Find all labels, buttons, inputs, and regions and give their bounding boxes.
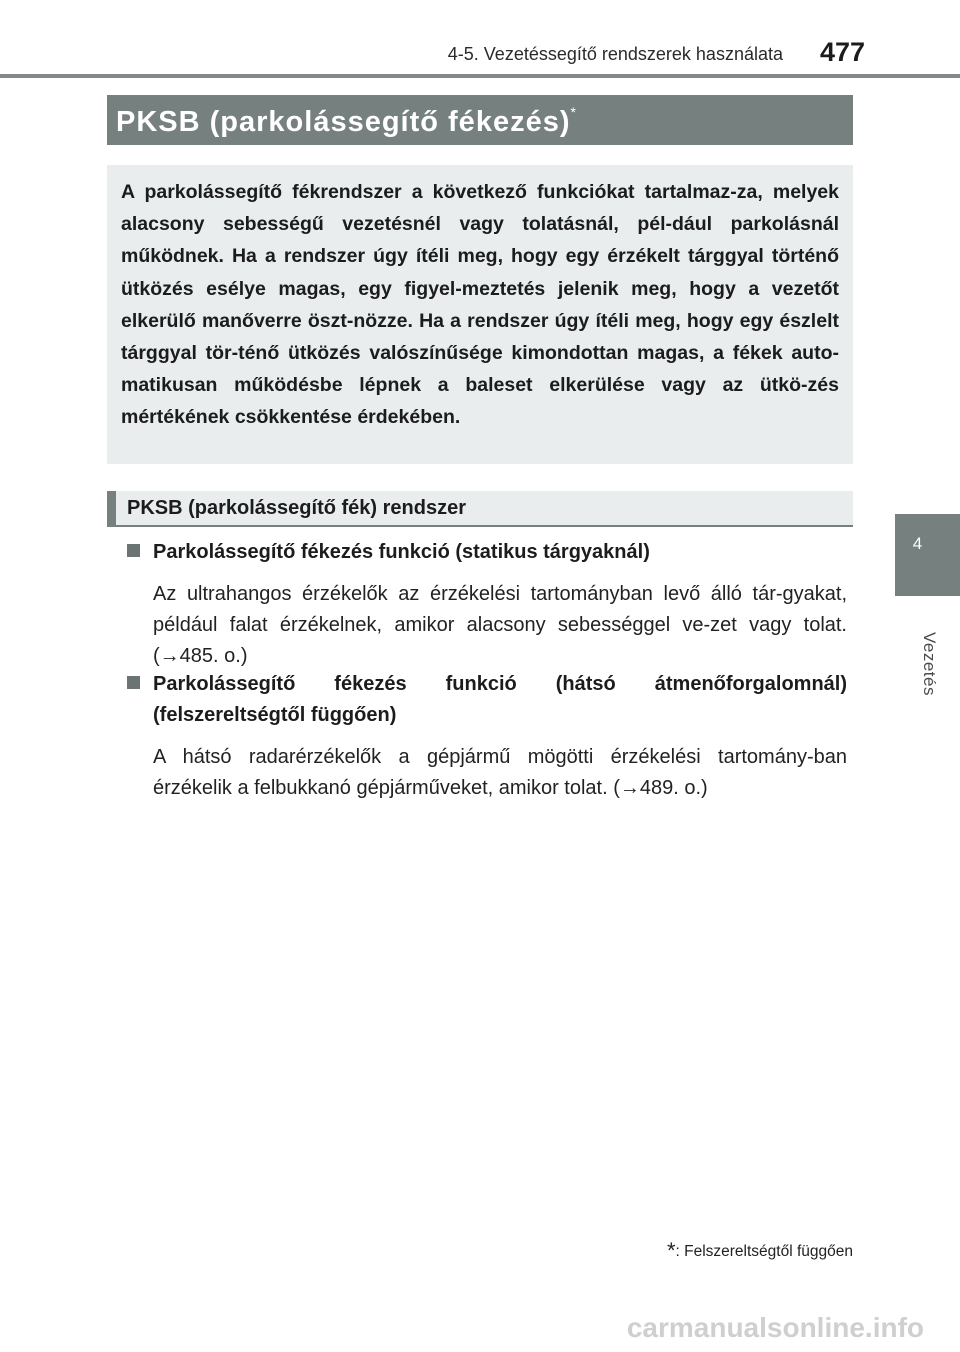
running-header: 4-5. Vezetéssegítő rendszerek használata [447,44,783,64]
square-bullet-icon [127,676,140,689]
page-number: 477 [820,37,866,67]
page-title [116,104,577,139]
chapter-tab-number: 4 [912,534,923,553]
page-title-text: PKSB (parkolássegítő fékezés) [116,106,571,138]
chapter-tab-label: Vezetés [920,632,939,696]
header-divider [0,74,960,78]
square-bullet-icon [127,544,140,557]
feature-item-static [127,537,847,672]
title-asterisk: * [570,104,577,120]
footnote [500,1238,853,1264]
feature-item-rear-cross-traffic [127,669,847,804]
feature-description: Az ultrahangos érzékelők az érzékelési tartományban levő álló tár-gyakat, például falat érzékelnek, amikor alacsony sebességgel ve-zet vagy tolat. (→485. o.) [153,583,847,667]
section-heading-accent [107,491,116,527]
feature-description: A hátsó radarérzékelők a gépjármű mögötti érzékelési tartomány-ban érzékelik a felbukkanó gépjárműveket, amikor tolat. (→489. o.) [153,746,847,799]
feature-title: Parkolássegítő fékezés funkció (hátsó átmenőforgalomnál) (felszereltségtől függően) [153,673,847,726]
footnote-asterisk: * [666,1238,676,1263]
watermark: carmanualsonline.info [626,1312,924,1343]
footnote-text: : Felszereltségtől függően [675,1243,853,1260]
section-heading: PKSB (parkolássegítő fék) rendszer [127,497,466,519]
chapter-tab [895,514,960,596]
intro-paragraph: A parkolássegítő fékrendszer a következő funkciókat tartalmaz-za, melyek alacsony sebességű vezetésnél vagy tolatásnál, pél-dául parkolásnál működnek. Ha a rendszer úgy ítéli meg, hogy egy érzékelt tárggyal történő ütközés esélye magas, egy figyel-meztetés jelenik meg, hogy a vezetőt elkerülő manőverre öszt-nözze. Ha a rendszer úgy ítéli meg, hogy egy észlelt tárggyal tör-ténő ütközés valószínűsége kimondottan magas, a fékek auto-matikusan működésbe lépnek a baleset elkerülése vagy az ütkö-zés mértékének csökkentése érdekében. [121,181,839,429]
feature-title: Parkolássegítő fékezés funkció (statikus tárgyaknál) [153,541,650,563]
